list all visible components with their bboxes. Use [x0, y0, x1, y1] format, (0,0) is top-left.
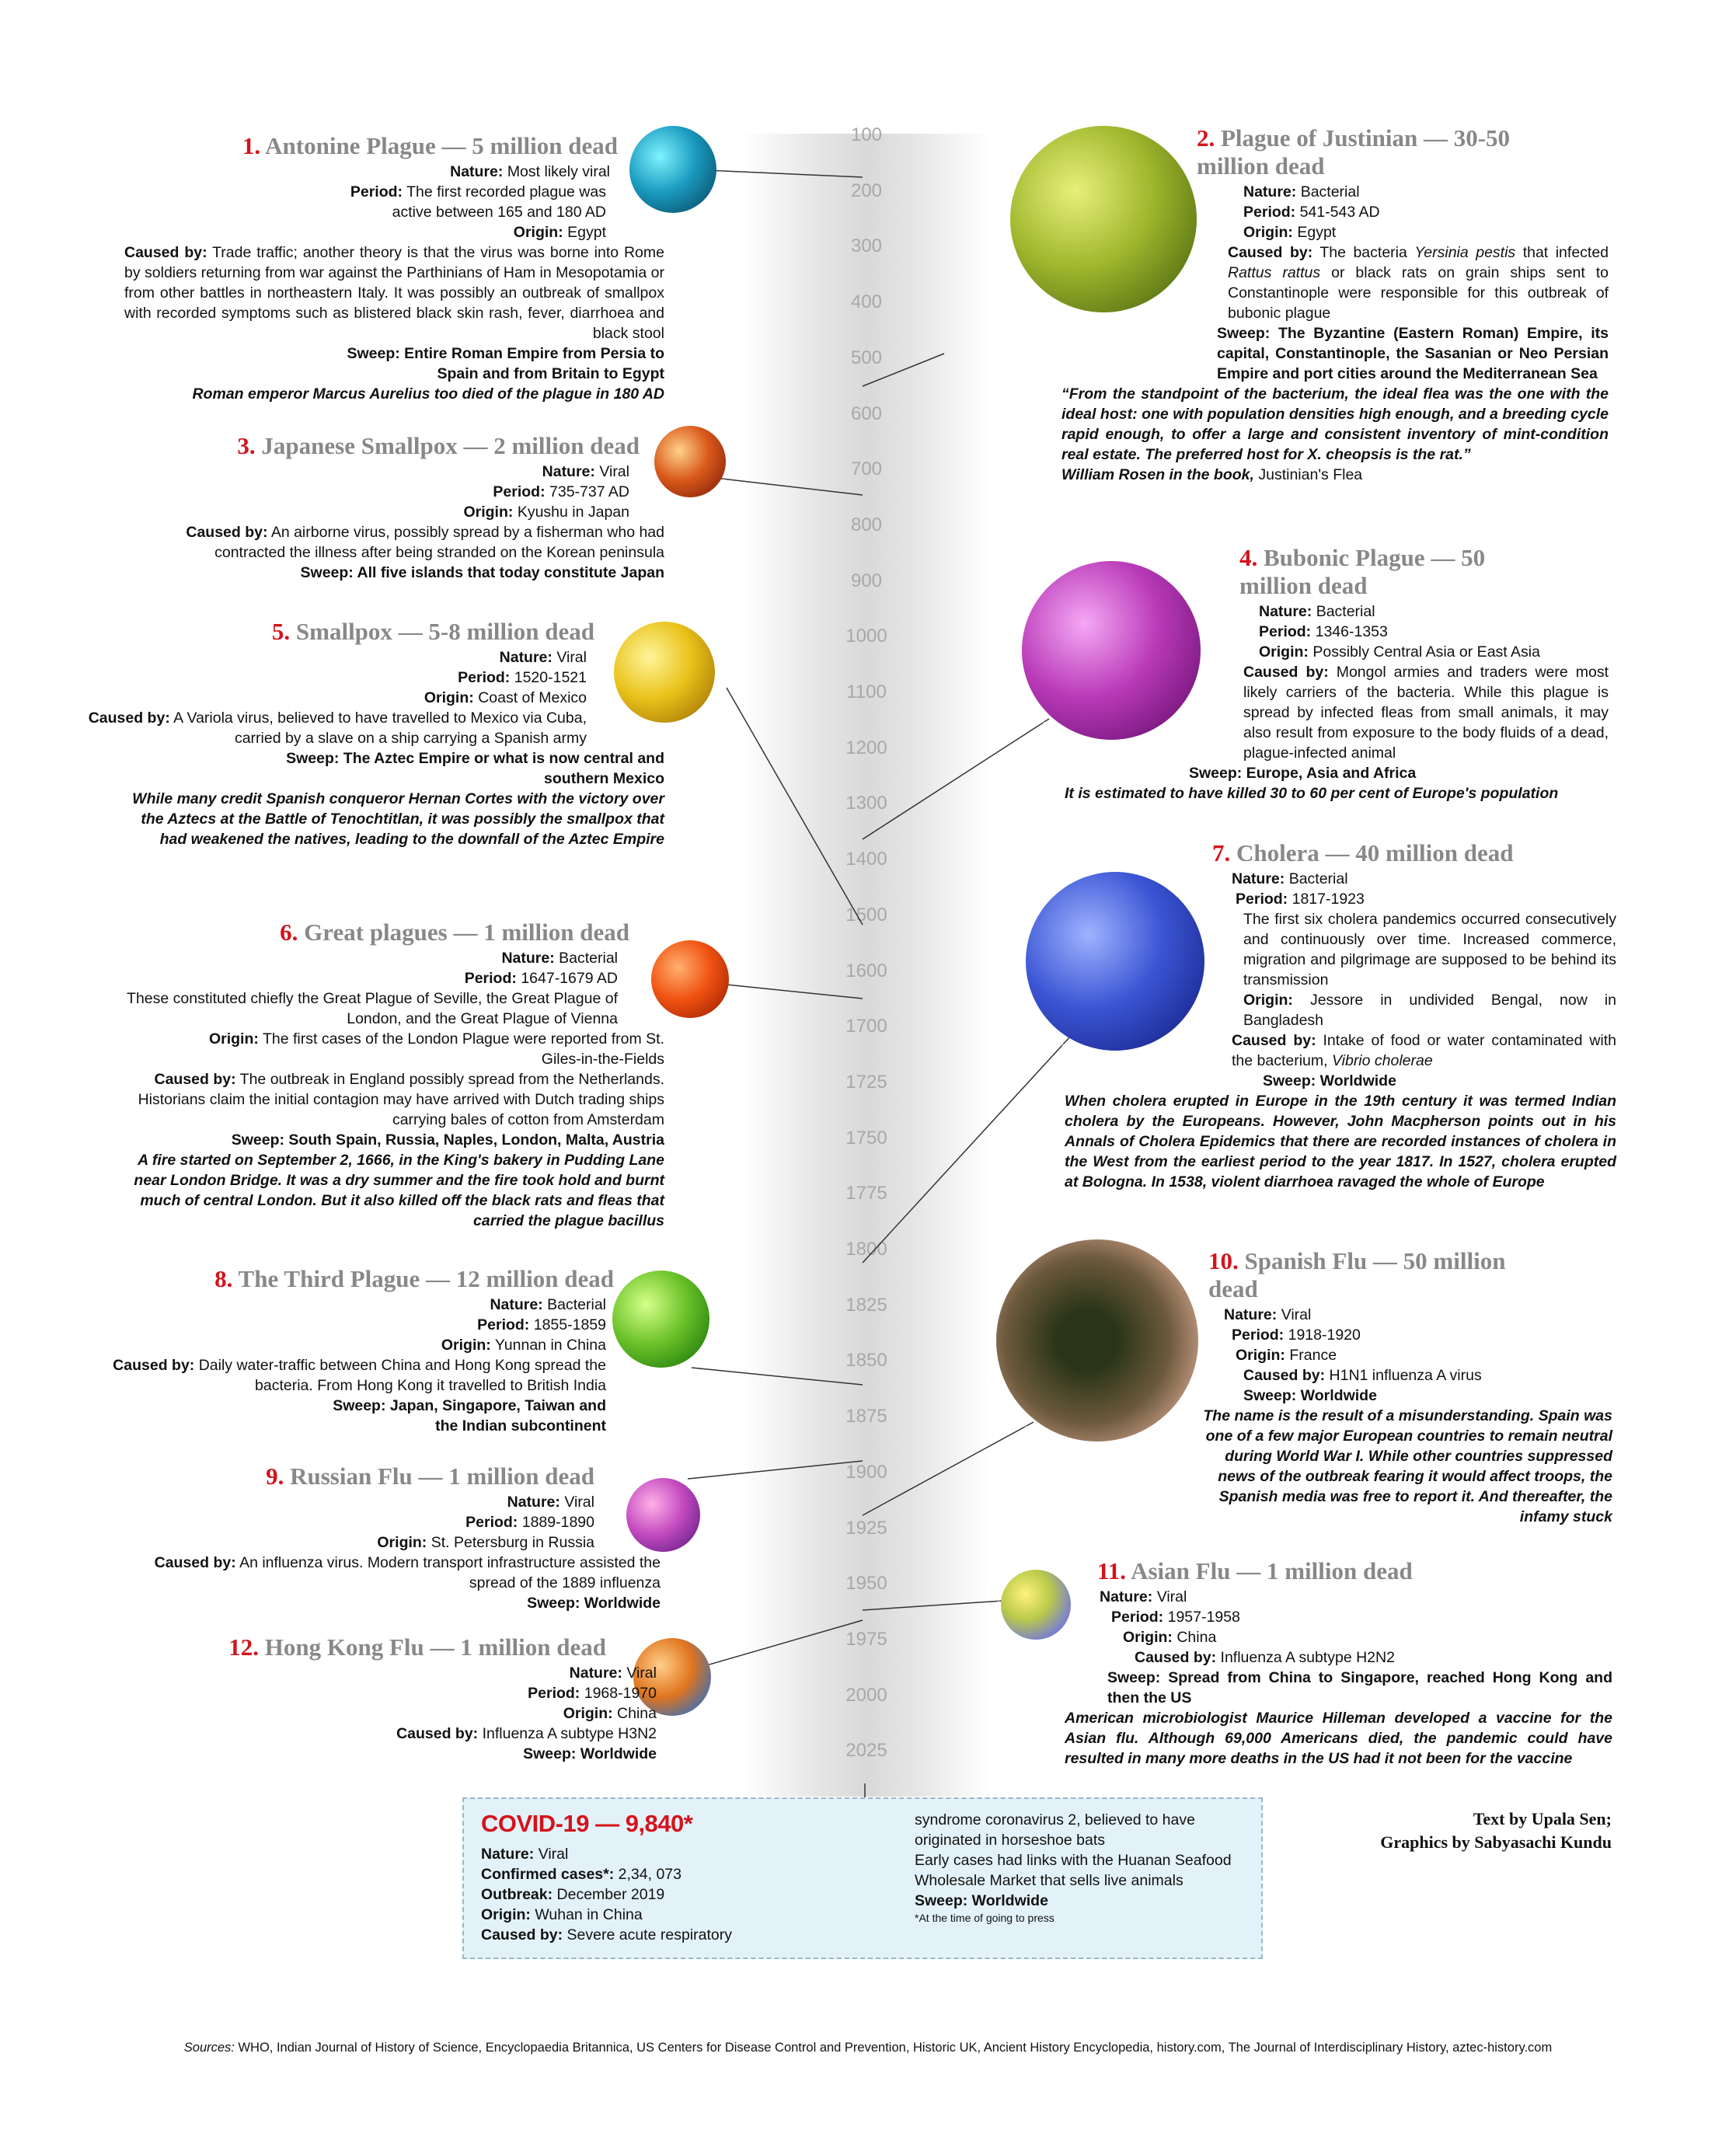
connector-10 — [863, 1422, 1034, 1515]
covid-box — [462, 1797, 1263, 1959]
covid-cause-cont: syndrome coronavirus 2, believed to have originated in horseshoe bats — [915, 1811, 1195, 1849]
cause-line: Caused by: A Variola virus, believed to have travelled to Mexico via Cuba, carried by a slave on a ship carrying a Spanish army — [88, 709, 587, 747]
sweep-line: Sweep: Worldwide — [1263, 1072, 1396, 1089]
origin-line: Origin: Kyushu in Japan — [463, 504, 629, 521]
sweep-line: Sweep: Europe, Asia and Africa — [1189, 765, 1417, 782]
period-line: Period: 1918-1920 — [1232, 1326, 1361, 1344]
timeline-tick: 1000 — [845, 626, 887, 647]
period-line: Period: 735-737 AD — [493, 483, 629, 500]
nature-line: Nature: Viral — [499, 649, 587, 666]
timeline-tick: 2025 — [845, 1740, 887, 1762]
timeline-tick: 1750 — [845, 1127, 887, 1149]
connector-11 — [863, 1601, 1002, 1610]
origin-line: Origin: China — [1123, 1629, 1217, 1646]
desc-line: The first six cholera pandemics occurred consecutively and continuously over time. Increased commerce, migration and pilgrimage are supposed to be behind its transmission — [1243, 911, 1616, 988]
timeline-tick: 500 — [850, 347, 883, 368]
entry-4-bubonic-plague — [1065, 544, 1609, 804]
sweep-line: Sweep: Worldwide — [1243, 1387, 1377, 1404]
sources-footer: Sources: WHO, Indian Journal of History of Science, Encyclopaedia Britannica, US Centers for Disease Control and Prevention, Historic UK, Ancient History Encyclopedia, history.com, The Journal of Interdisciplinary History, aztec-history.com — [183, 2041, 1553, 2055]
connector-8 — [692, 1368, 863, 1385]
period-line: Period: 1346-1353 — [1259, 623, 1388, 640]
sweep-line: Sweep: Worldwide — [527, 1595, 661, 1612]
connector-9 — [688, 1461, 863, 1479]
cause-line: Caused by: The outbreak in England possibly spread from the Netherlands. Historians claim the initial contagion may have arrived with Dutch trading ships carrying bales of cotton from Amsterdam — [138, 1071, 664, 1128]
covid-title: COVID-19 — 9,840* — [481, 1810, 693, 1837]
entry-title: 2. Plague of Justinian — 30-50 million dead — [1197, 124, 1511, 180]
nature-line: Nature: Bacterial — [501, 950, 618, 967]
timeline-tick: 700 — [850, 458, 883, 480]
origin-line: Origin: St. Petersburg in Russia — [377, 1534, 594, 1551]
timeline-tick: 1600 — [845, 960, 887, 981]
virus-9-icon — [626, 1478, 700, 1552]
timeline-tick: 1800 — [845, 1239, 887, 1260]
desc-line: These constituted chiefly the Great Plague of Seville, the Great Plague of London, and the Great Plague of Vienna — [127, 990, 618, 1027]
covid-footnote: *At the time of going to press — [915, 1912, 1054, 1924]
timeline-tick: 1950 — [845, 1573, 887, 1595]
cause-line: Caused by: Daily water-traffic between China and Hong Kong spread the bacteria. From Hong Kong it travelled to British India — [113, 1357, 606, 1394]
entry-title: 8. The Third Plague — 12 million dead — [214, 1265, 614, 1292]
timeline-tick: 2000 — [845, 1684, 887, 1706]
timeline-tick: 1825 — [845, 1294, 887, 1316]
timeline-tick: 1700 — [845, 1016, 887, 1037]
entry-10-spanish-flu — [1088, 1247, 1612, 1527]
note-line: When cholera erupted in Europe in the 19th century it was termed Indian cholera by the Europeans. However, John Macpherson points out in his Annals of Cholera Epidemics that there are recorded instances of cholera in the West from the earliest period to the year 1817. In 1527, cholera erupted at Bologna. In 1538, violent diarrhoea ravaged the whole of Europe — [1065, 1093, 1616, 1191]
nature-line: Nature: Viral — [1100, 1588, 1187, 1605]
cause-line: Caused by: Influenza A subtype H2N2 — [1135, 1649, 1395, 1666]
entry-title: 11. Asian Flu — 1 million dead — [1097, 1557, 1413, 1584]
period-line: Period: 1957-1958 — [1111, 1609, 1240, 1626]
timeline-tick: 300 — [850, 235, 883, 257]
quote-line: “From the standpoint of the bacterium, the ideal flea was the one with the ideal host: one with population densities high enough, and a breeding cycle rapid enough, to offer a large and consistent inventory of mint-condition real estate. The preferred host for X. cheopsis is the rat.” William Rosen in the book, Justinian's Flea — [1061, 385, 1609, 483]
connector-2 — [863, 354, 944, 386]
virus-3-icon — [654, 426, 726, 497]
note-line: American microbiologist Maurice Hilleman developed a vaccine for the Asian flu. Although 69,000 Americans died, the pandemic could have resulted in many more deaths in the US had it not been for the vaccine — [1065, 1710, 1612, 1767]
entry-title: 7. Cholera — 40 million dead — [1212, 839, 1514, 866]
note-line: A fire started on September 2, 1666, in the King's bakery in Pudding Lane near London Bridge. It was a dry summer and the fire took hold and burnt much of central London. But it also killed off the black rats and fleas that carried the plague bacillus — [134, 1152, 664, 1229]
entry-7-cholera — [1065, 839, 1616, 1192]
origin-line: Origin: Yunnan in China — [441, 1337, 606, 1354]
covid-origin: Origin: Wuhan in China — [481, 1906, 643, 1923]
entry-11-asian-flu — [1065, 1557, 1612, 1769]
timeline-tick: 1850 — [845, 1350, 887, 1372]
sweep-line: Sweep: The Byzantine (Eastern Roman) Empire, its capital, Constantinople, the Sasanian or Neo Persian Empire and port cities around the Mediterranean Sea — [1217, 325, 1609, 382]
timeline-tick: 1200 — [845, 737, 887, 758]
origin-line: Origin: The first cases of the London Plague were reported from St. Giles-in-the-Fields — [208, 1030, 664, 1068]
covid-early-cases: Early cases had links with the Huanan Seafood Wholesale Market that sells live animals — [915, 1852, 1232, 1889]
period-line: Period: 541-543 AD — [1243, 204, 1380, 221]
origin-line: Origin: Jessore in undivided Bengal, now in Bangladesh — [1243, 992, 1616, 1029]
period-line: Period: The first recorded plague was active between 165 and 180 AD — [350, 183, 606, 221]
nature-line: Nature: Viral — [507, 1494, 594, 1511]
entry-title: 9. Russian Flu — 1 million dead — [266, 1462, 594, 1490]
period-line: Period: 1968-1970 — [528, 1685, 657, 1702]
timeline-tick: 1775 — [845, 1183, 887, 1204]
note-line: It is estimated to have killed 30 to 60 per cent of Europe's population — [1065, 785, 1559, 802]
cause-line: Caused by: Intake of food or water contaminated with the bacterium, Vibrio cholerae — [1232, 1032, 1617, 1069]
timeline-tick: 800 — [850, 514, 883, 535]
connector-5 — [727, 688, 863, 925]
sweep-line: Sweep: Japan, Singapore, Taiwan and the Indian subcontinent — [333, 1397, 606, 1435]
timeline-tick: 600 — [850, 403, 883, 424]
cause-line: Caused by: An influenza virus. Modern transport infrastructure assisted the spread of the 1889 influenza — [154, 1554, 661, 1591]
sweep-line: Sweep: Entire Roman Empire from Persia to Spain and from Britain to Egypt — [347, 345, 664, 382]
note-line: The name is the result of a misunderstanding. Spain was one of a few major European countries to remain neutral during World War I. While other countries suppressed news of the outbreak fearing it would affect troops, the Spanish media was free to report it. And thereafter, the infamy stuck — [1203, 1407, 1612, 1525]
timeline-tick: 1875 — [845, 1406, 887, 1428]
covid-details-left — [481, 1844, 732, 1945]
cause-line: Caused by: The bacteria Yersinia pestis that infected Rattus rattus or black rats on grain ships sent to Constantinople were responsible for this outbreak of bubonic plague — [1228, 244, 1609, 322]
sweep-line: Sweep: The Aztec Empire or what is now central and southern Mexico — [286, 750, 664, 787]
connector-3 — [715, 478, 863, 495]
nature-line: Nature: Viral — [569, 1665, 657, 1682]
covid-sweep: Sweep: Worldwide — [915, 1892, 1048, 1909]
covid-cases: Confirmed cases*: 2,34, 073 — [481, 1866, 682, 1883]
nature-line: Nature: Most likely viral — [450, 163, 610, 180]
sweep-line: Sweep: All five islands that today constitute Japan — [300, 564, 664, 581]
period-line: Period: 1647-1679 AD — [464, 970, 618, 987]
origin-line: Origin: Coast of Mexico — [424, 689, 587, 706]
note-line: While many credit Spanish conqueror Hernan Cortes with the victory over the Aztecs at the Battle of Tenochtitlan, it was possibly the smallpox that had weakened the natives, leading to the downfall of the Aztec Empire — [132, 790, 664, 848]
covid-nature: Nature: Viral — [481, 1846, 569, 1863]
entry-9-russian-flu — [124, 1462, 661, 1613]
connector-12 — [688, 1620, 863, 1671]
timeline-tick: 1300 — [845, 793, 887, 814]
period-line: Period: 1889-1890 — [465, 1514, 594, 1531]
cause-line: Caused by: Influenza A subtype H3N2 — [396, 1725, 657, 1742]
entry-5-smallpox — [88, 618, 664, 849]
nature-line: Nature: Bacterial — [490, 1296, 606, 1313]
sweep-line: Sweep: Spread from China to Singapore, reached Hong Kong and then the US — [1107, 1669, 1612, 1706]
timeline-tick: 1725 — [845, 1071, 887, 1093]
cause-line: Caused by: H1N1 influenza A virus — [1243, 1367, 1482, 1384]
entry-title: 1. Antonine Plague — 5 million dead — [242, 132, 618, 159]
entry-2-plague-of-justinian — [1061, 124, 1609, 485]
connector-4 — [863, 719, 1049, 839]
connector-7 — [863, 1026, 1080, 1263]
entry-3-japanese-smallpox — [124, 432, 664, 583]
origin-line: Origin: France — [1236, 1347, 1337, 1364]
origin-line: Origin: Egypt — [1243, 224, 1337, 241]
timeline-tick: 1400 — [845, 849, 887, 870]
graphics-credit: Graphics by Sabyasachi Kundu — [1380, 1832, 1612, 1852]
timeline-tick: 900 — [850, 570, 883, 591]
covid-details-right — [915, 1810, 1241, 1925]
cause-line: Caused by: Trade traffic; another theory is that the virus was borne into Rome by soldiers returning from war against the Parthinians of Ham in Mesopotamia or from other battles in northeastern Italy. It was possibly an outbreak of smallpox with recorded symptoms such as blistered black skin rash, fever, diarrhoea and black stool — [124, 244, 664, 342]
cause-line: Caused by: Mongol armies and traders were most likely carriers of the bacteria. While this plague is spread by infected fleas from small animals, it may also result from exposure to the body fluids of a dead, plague-infected animal — [1243, 664, 1609, 762]
timeline-tick: 1925 — [845, 1517, 887, 1539]
timeline-tick: 1500 — [845, 904, 887, 926]
nature-line: Nature: Viral — [542, 463, 629, 480]
origin-line: Origin: China — [563, 1705, 657, 1722]
virus-11-icon — [1001, 1570, 1071, 1640]
covid-cause: Caused by: Severe acute respiratory — [481, 1926, 732, 1944]
period-line: Period: 1817-1923 — [1236, 891, 1365, 908]
period-line: Period: 1520-1521 — [458, 669, 587, 686]
byline — [1380, 1808, 1612, 1854]
connector-6 — [711, 983, 863, 999]
timeline-tick: 1900 — [845, 1461, 887, 1483]
text-credit: Text by Upala Sen; — [1473, 1809, 1612, 1828]
entry-1-antonine-plague — [124, 132, 664, 404]
entry-title: 10. Spanish Flu — 50 million dead — [1208, 1247, 1506, 1302]
entry-title: 12. Hong Kong Flu — 1 million dead — [228, 1633, 606, 1661]
entry-8-third-plague — [109, 1265, 614, 1436]
period-line: Period: 1855-1859 — [477, 1316, 606, 1333]
nature-line: Nature: Bacterial — [1243, 183, 1360, 200]
timeline-tick: 1975 — [845, 1628, 887, 1650]
sweep-line: Sweep: Worldwide — [523, 1745, 657, 1762]
entry-title: 3. Japanese Smallpox — 2 million dead — [237, 432, 640, 459]
origin-line: Origin: Egypt — [513, 224, 606, 241]
sweep-line: Sweep: South Spain, Russia, Naples, London, Malta, Austria — [231, 1131, 664, 1149]
nature-line: Nature: Bacterial — [1259, 603, 1375, 620]
entry-title: 4. Bubonic Plague — 50 million dead — [1239, 544, 1486, 599]
timeline-tick: 400 — [850, 291, 883, 313]
covid-outbreak: Outbreak: December 2019 — [481, 1886, 665, 1903]
entry-12-hong-kong-flu — [124, 1633, 657, 1764]
nature-line: Nature: Viral — [1224, 1306, 1312, 1323]
entry-title: 5. Smallpox — 5-8 million dead — [271, 618, 594, 645]
timeline-tick: 100 — [850, 124, 883, 145]
nature-line: Nature: Bacterial — [1232, 870, 1348, 887]
virus-8-icon — [612, 1271, 709, 1368]
origin-line: Origin: Possibly Central Asia or East Asia — [1259, 643, 1540, 661]
timeline-tick: 200 — [850, 180, 883, 201]
cause-line: Caused by: An airborne virus, possibly spread by a fisherman who had contracted the illness after being stranded on the Korean peninsula — [186, 524, 664, 561]
note-line: Roman emperor Marcus Aurelius too died of the plague in 180 AD — [192, 385, 664, 403]
entry-6-great-plagues — [109, 919, 664, 1231]
timeline-tick: 1100 — [846, 682, 887, 702]
entry-title: 6. Great plagues — 1 million dead — [280, 919, 629, 946]
